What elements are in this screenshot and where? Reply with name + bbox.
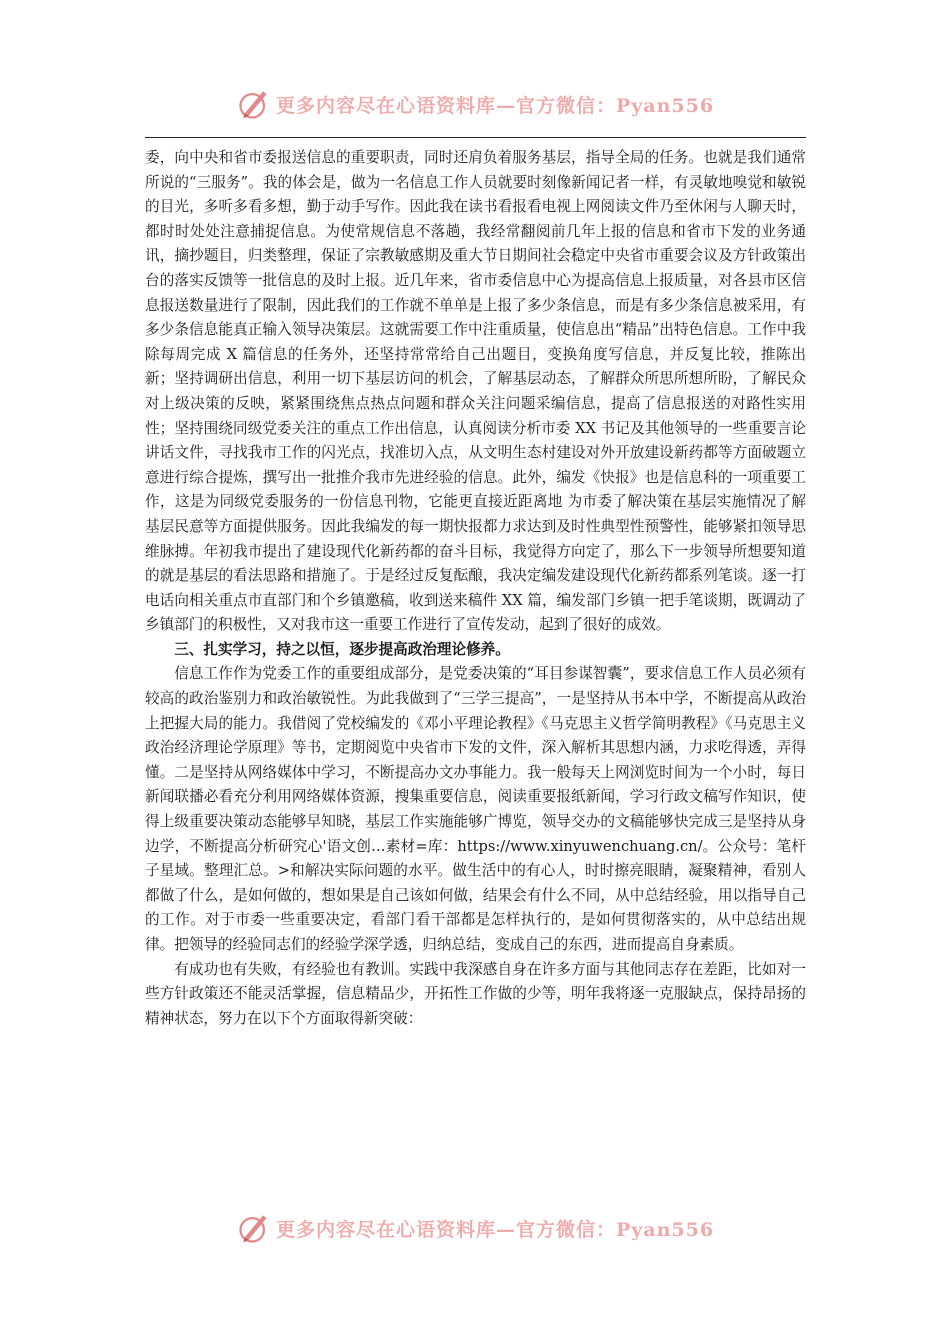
pen-icon	[236, 86, 272, 122]
document-body	[145, 146, 806, 1031]
paragraph-1: 委，向中央和省市委报送信息的重要职责，同时还肩负着服务基层，指导全局的任务。也就是我们通常所说的“三服务”。我的体会是，做为一名信息工作人员就要时刻像新闻记者一样，有灵敏地嗅觉和敏锐的目光，多听多看多想，勤于动手写作。因此我在读书看报看电视上网阅读文件乃至休闲与人聊天时，都时时处处注意捕捉信息。为使常规信息不落趟，我经常翻阅前几年上报的信息和省市下发的业务通讯，摘抄题目，归类整理，保证了宗教敏感期及重大节日期间社会稳定中央省市重要会议及方针政策出台的落实反馈等一批信息的及时上报。近几年来，省市委信息中心为提高信息上报质量，对各县市区信息报送数量进行了限制，因此我们的工作就不单单是上报了多少条信息，而是有多少条信息被采用，有多少条信息能真正输入领导决策层。这就需要工作中注重质量，使信息出“精品”出特色信息。工作中我除每周完成 X 篇信息的任务外，还坚持常常给自己出题目，变换角度写信息，并反复比较，推陈出新；坚持调研出信息，利用一切下基层访问的机会，了解基层动态，了解群众所思所想所盼，了解民众对上级决策的反映，紧紧围绕焦点热点问题和群众关注问题采编信息，提高了信息报送的对路性实用性；坚持围绕同级党委关注的重点工作出信息，认真阅读分析市委 XX 书记及其他领导的一些重要言论讲话文件，寻找我市工作的闪光点，找准切入点，从文明生态村建设对外开放建设新药都等方面破题立意进行综合提炼，撰写出一批推介我市先进经验的信息。此外，编发《快报》也是信息科的一项重要工作，这是为同级党委服务的一份信息刊物，它能更直接近距离地 为市委了解决策在基层实施情况了解基层民意等方面提供服务。因此我编发的每一期快报都力求达到及时性典型性预警性，能够紧扣领导思维脉搏。年初我市提出了建设现代化新药都的奋斗目标，我觉得方向定了，那么下一步领导所想要知道的就是基层的看法思路和措施了。于是经过反复酝酿，我决定编发建设现代化新药都系列笔谈。逐一打电话向相关重点市直部门和个乡镇邀稿，收到送来稿件 XX 篇，编发部门乡镇一把手笔谈期，既调动了乡镇部门的积极性，又对我市这一重要工作进行了宣传发动，起到了很好的成效。	[145, 149, 806, 634]
header-banner-text: 更多内容尽在心语资料库—官方微信：Pyan556	[275, 94, 715, 117]
paragraph-3: 有成功也有失败，有经验也有教训。实践中我深感自身在许多方面与其他同志存在差距，比如对一些方针政策还不能灵活掌握，信息精品少，开拓性工作做的少等，明年我将逐一克服缺点，保持昂扬的精神状态，努力在以下个方面取得新突破：	[145, 960, 806, 1027]
pen-icon	[236, 1210, 272, 1246]
header-banner	[0, 84, 950, 124]
footer-banner	[0, 1208, 950, 1248]
section-heading-3: 三、扎实学习，持之以恒，逐步提高政治理论修养。	[174, 640, 510, 658]
footer-banner-text: 更多内容尽在心语资料库—官方微信：Pyan556	[275, 1218, 715, 1241]
paragraph-2: 信息工作作为党委工作的重要组成部分，是党委决策的“耳目参谋智囊”，要求信息工作人员必须有较高的政治鉴别力和政治敏锐性。为此我做到了“三学三提高”，一是坚持从书本中学，不断提高从政治上把握大局的能力。我借阅了党校编发的《邓小平理论教程》《马克思主义哲学简明教程》《马克思主义政治经济理论学原理》等书，定期阅览中央省市下发的文件，深入解析其思想内涵，力求吃得透，弄得懂。二是坚持从网络媒体中学习，不断提高办文办事能力。我一般每天上网浏览时间为一个小时，每日新闻联播必看充分利用网络媒体资源，搜集重要信息，阅读重要报纸新闻，学习行政文稿写作知识，使得上级重要决策动态能够早知晓，基层工作实施能够广博览，领导交办的文稿能够快完成三是坚持从身边学，不断提高分析研究心'语文创…素材=库：https://www.xinyuwenchuang.cn/。公众号：笔杆子星域。整理汇总。>和解决实际问题的水平。做生活中的有心人，时时擦亮眼睛，凝聚精神，看别人都做了什么，是如何做的，想如果是自己该如何做，结果会有什么不同，从中总结经验，用以指导自己的工作。对于市委一些重要决定，看部门看干部都是怎样执行的，是如何贯彻落实的，从中总结出规律。把领导的经验同志们的经验学深学透，归纳总结，变成自己的东西，进而提高自身素质。	[145, 665, 806, 953]
header-divider	[145, 137, 806, 138]
